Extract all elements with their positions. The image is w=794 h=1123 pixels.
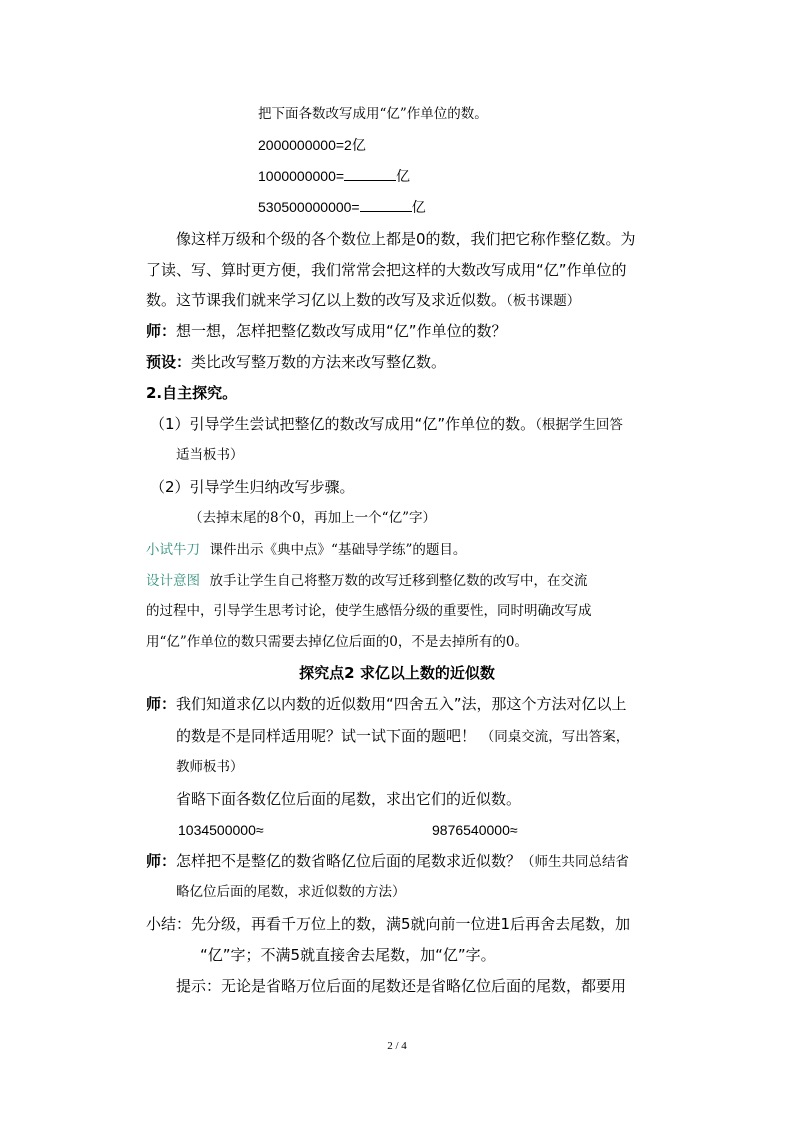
step-2: （2）引导学生归纳改写步骤。 bbox=[150, 478, 355, 496]
summary-line-2: “亿”字；不满5就直接舍去尾数，加“亿”字。 bbox=[200, 946, 496, 964]
example-line-3 bbox=[258, 197, 426, 217]
paragraph-line-3 bbox=[146, 290, 580, 311]
step-2-note: （去掉末尾的8个0，再加上一个“亿”字） bbox=[189, 510, 436, 526]
answer-blank-1[interactable] bbox=[344, 166, 396, 181]
step-1 bbox=[150, 414, 623, 435]
summary-line-1 bbox=[146, 914, 630, 934]
example-line-2 bbox=[258, 166, 410, 186]
quick-test-label: 小试牛刀 bbox=[146, 542, 200, 558]
page-number: 2 / 4 bbox=[387, 1040, 407, 1052]
example-2-unit: 亿 bbox=[396, 168, 411, 184]
teacher-intro-text-1: 我们知道求亿以内数的近似数用“四舍五入”法，那这个方法对亿以上 bbox=[176, 695, 627, 713]
preset-answer bbox=[146, 352, 446, 372]
teacher-question-text: 想一想，怎样把整亿数改写成用“亿”作单位的数？ bbox=[176, 322, 507, 340]
paragraph-line-1: 像这样万级和个级的各个数位上都是0的数，我们把它称作整亿数。为 bbox=[176, 230, 636, 248]
exercise-number-2: 9876540000≈ bbox=[432, 822, 518, 838]
design-intent-line-2: 的过程中，引导学生思考讨论，使学生感悟分级的重要性，同时明确改写成 bbox=[146, 603, 592, 619]
teacher-intro-line-1 bbox=[146, 694, 627, 714]
design-intent-text-1: 放手让学生自己将整万数的改写迁移到整亿数的改写中，在交流 bbox=[209, 573, 588, 589]
example-3-number: 530500000000= bbox=[258, 199, 360, 215]
tip-line: 提示：无论是省略万位后面的尾数还是省略亿位后面的尾数，都要用 bbox=[176, 977, 627, 995]
teacher-label: 师： bbox=[146, 322, 177, 340]
teacher-intro-text-2: 的数是不是同样适用呢？试一试下面的题吧！ bbox=[176, 727, 477, 745]
board-note: （板书课题） bbox=[506, 293, 581, 309]
step-1-note: （根据学生回答 bbox=[535, 417, 623, 433]
quick-test bbox=[146, 539, 466, 560]
teacher-question-2-note: （师生共同总结省 bbox=[521, 854, 630, 870]
teacher-label-3: 师： bbox=[146, 852, 177, 870]
exercise-number-1: 1034500000≈ bbox=[178, 822, 264, 838]
section-heading-explore-2: 探究点2 求亿以上数的近似数 bbox=[299, 664, 495, 682]
teacher-intro-note-cont: 教师板书） bbox=[176, 759, 244, 775]
summary-text-1: 先分级，再看千万位上的数，满5就向前一位进1后再舍去尾数，加 bbox=[191, 915, 631, 933]
teacher-intro-line-2 bbox=[176, 726, 629, 747]
step-1-note-cont: 适当板书） bbox=[176, 447, 244, 463]
teacher-question-2 bbox=[146, 851, 629, 872]
step-1-text: （1）引导学生尝试把整亿的数改写成用“亿”作单位的数。 bbox=[150, 415, 536, 433]
preset-label: 预设： bbox=[146, 353, 192, 371]
instruction-line: 把下面各数改写成用“亿”作单位的数。 bbox=[258, 106, 488, 122]
quick-test-text: 课件出示《典中点》“基础导学练”的题目。 bbox=[209, 542, 467, 558]
design-intent-line-1 bbox=[146, 570, 588, 591]
example-2-number: 1000000000= bbox=[258, 168, 345, 184]
summary-label: 小结： bbox=[146, 915, 192, 933]
teacher-intro-note: （同桌交流，写出答案， bbox=[480, 729, 630, 745]
design-intent-line-3: 用“亿”作单位的数只需要去掉亿位后面的0，不是去掉所有的0。 bbox=[146, 634, 528, 650]
teacher-question-2-note-cont: 略亿位后面的尾数，求近似数的方法） bbox=[176, 884, 406, 900]
example-3-unit: 亿 bbox=[411, 199, 426, 215]
teacher-question-2-text: 怎样把不是整亿的数省略亿位后面的尾数求近似数？ bbox=[176, 852, 522, 870]
exercise-instruction: 省略下面各数亿位后面的尾数，求出它们的近似数。 bbox=[176, 790, 522, 808]
design-intent-label: 设计意图 bbox=[146, 573, 200, 589]
paragraph-3-text: 数。这节课我们就来学习亿以上数的改写及求近似数。 bbox=[146, 291, 507, 309]
answer-blank-2[interactable] bbox=[360, 197, 412, 212]
teacher-question-1 bbox=[146, 321, 507, 341]
teacher-label-2: 师： bbox=[146, 695, 177, 713]
example-line-1: 2000000000=2亿 bbox=[258, 137, 366, 153]
preset-text: 类比改写整万数的方法来改写整亿数。 bbox=[191, 353, 447, 371]
paragraph-line-2: 了读、写、算时更方便，我们常常会把这样的大数改写成用“亿”作单位的 bbox=[146, 261, 627, 279]
section-heading-2: 2.自主探究。 bbox=[146, 384, 238, 402]
